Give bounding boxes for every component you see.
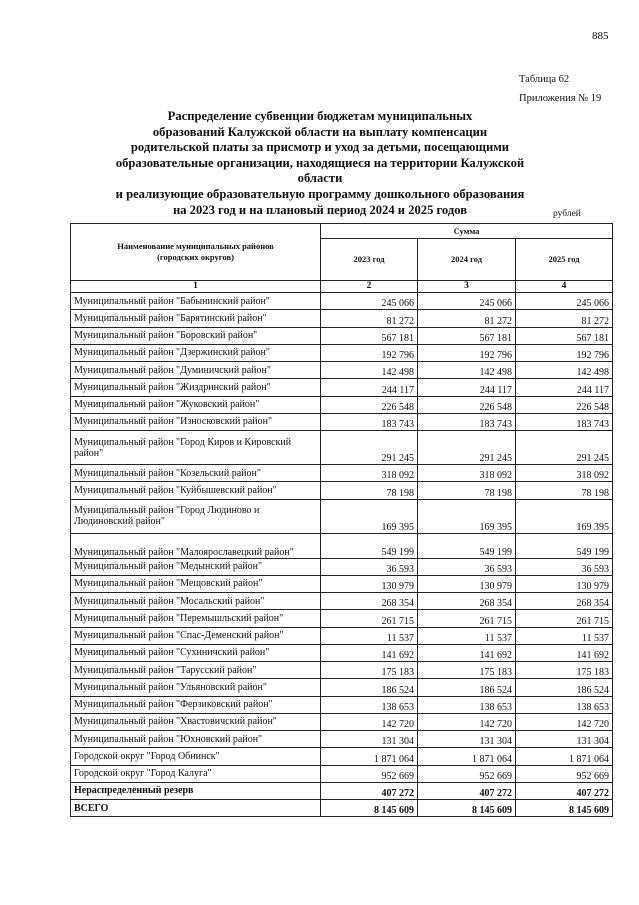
row-name: Муниципальный район "Боровский район" [71, 327, 321, 344]
row-value-2024: 226 548 [418, 396, 516, 413]
row-value-2023: 192 796 [321, 344, 418, 361]
row-value-2023: 78 198 [321, 482, 418, 499]
row-value-2024: 952 669 [418, 765, 516, 782]
row-value-2025: 138 653 [516, 696, 613, 713]
row-value-2023: 567 181 [321, 327, 418, 344]
row-name: ВСЕГО [71, 800, 321, 817]
column-index: 4 [516, 281, 613, 293]
title-line: на 2023 год и на плановый период 2024 и 2025 годов [172, 202, 468, 217]
row-name: Муниципальный район "Бабынинский район" [71, 293, 321, 310]
row-name: Муниципальный район "Юхновский район" [71, 731, 321, 748]
row-value-2025: 268 354 [516, 593, 613, 610]
table-row [71, 748, 613, 765]
row-value-2024: 8 145 609 [418, 800, 516, 817]
row-value-2024: 142 720 [418, 713, 516, 730]
row-value-2025: 952 669 [516, 765, 613, 782]
table-row [71, 344, 613, 361]
row-name: Муниципальный район "Износковский район" [71, 413, 321, 430]
table-row [71, 396, 613, 413]
row-value-2023: 138 653 [321, 696, 418, 713]
column-index: 2 [321, 281, 418, 293]
table-row [71, 593, 613, 610]
row-value-2025: 142 498 [516, 362, 613, 379]
row-name: Муниципальный район "Медынский район" [71, 558, 321, 575]
row-value-2024: 291 245 [418, 431, 516, 465]
row-value-2025: 226 548 [516, 396, 613, 413]
row-value-2024: 78 198 [418, 482, 516, 499]
row-name: Муниципальный район "Ферзиковский район" [71, 696, 321, 713]
table-row [71, 627, 613, 644]
table-label: Таблица 62 [519, 74, 570, 85]
table-row [71, 610, 613, 627]
row-value-2025: 131 304 [516, 731, 613, 748]
table-row [71, 731, 613, 748]
row-value-2024: 186 524 [418, 679, 516, 696]
row-value-2025: 141 692 [516, 644, 613, 661]
row-value-2024: 245 066 [418, 293, 516, 310]
row-value-2023: 81 272 [321, 310, 418, 327]
row-value-2024: 169 395 [418, 499, 516, 533]
row-value-2024: 138 653 [418, 696, 516, 713]
row-value-2024: 268 354 [418, 593, 516, 610]
title-line: родительской платы за присмотр и уход за детьми, посещающими [130, 140, 510, 155]
row-value-2025: 183 743 [516, 413, 613, 430]
table-row [71, 644, 613, 661]
row-value-2025: 11 537 [516, 627, 613, 644]
table-row [71, 782, 613, 799]
row-value-2023: 141 692 [321, 644, 418, 661]
row-name: Муниципальный район "Козельский район" [71, 465, 321, 482]
row-value-2023: 291 245 [321, 431, 418, 465]
table-row [71, 662, 613, 679]
row-value-2024: 130 979 [418, 575, 516, 592]
row-value-2025: 186 524 [516, 679, 613, 696]
table-row [71, 800, 613, 817]
row-name: Муниципальный район "Тарусский район" [71, 662, 321, 679]
row-value-2024: 567 181 [418, 327, 516, 344]
row-value-2025: 169 395 [516, 499, 613, 533]
row-value-2023: 8 145 609 [321, 800, 418, 817]
row-value-2023: 1 871 064 [321, 748, 418, 765]
row-value-2025: 407 272 [516, 782, 613, 799]
table-row [71, 293, 613, 310]
row-name: Муниципальный район "Перемышльский район" [71, 610, 321, 627]
row-value-2025: 36 593 [516, 558, 613, 575]
row-value-2023: 245 066 [321, 293, 418, 310]
table-row [71, 327, 613, 344]
row-value-2024: 261 715 [418, 610, 516, 627]
table-row [71, 362, 613, 379]
page-number: 885 [592, 30, 609, 42]
document-title [100, 109, 540, 218]
row-value-2024: 192 796 [418, 344, 516, 361]
header-year-2023: 2023 год [321, 239, 418, 281]
row-name: Городской округ "Город Калуга" [71, 765, 321, 782]
row-value-2023: 952 669 [321, 765, 418, 782]
row-name: Муниципальный район "Спас-Деменский район" [71, 627, 321, 644]
title-line: образований Калужской области на выплату компенсации [152, 124, 488, 139]
row-value-2025: 81 272 [516, 310, 613, 327]
row-name: Муниципальный район "Барятинский район" [71, 310, 321, 327]
row-value-2024: 244 117 [418, 379, 516, 396]
row-name: Муниципальный район "Город Киров и Кировский район" [71, 431, 321, 465]
row-value-2023: 11 537 [321, 627, 418, 644]
row-value-2024: 318 092 [418, 465, 516, 482]
row-value-2023: 407 272 [321, 782, 418, 799]
row-value-2024: 175 183 [418, 662, 516, 679]
row-value-2025: 1 871 064 [516, 748, 613, 765]
row-value-2023: 142 720 [321, 713, 418, 730]
row-value-2023: 226 548 [321, 396, 418, 413]
row-value-2025: 567 181 [516, 327, 613, 344]
unit-label: рублей [553, 209, 581, 219]
row-value-2025: 244 117 [516, 379, 613, 396]
row-value-2025: 192 796 [516, 344, 613, 361]
row-value-2025: 142 720 [516, 713, 613, 730]
table-row [71, 765, 613, 782]
row-value-2023: 186 524 [321, 679, 418, 696]
row-value-2023: 142 498 [321, 362, 418, 379]
row-value-2024: 36 593 [418, 558, 516, 575]
title-line: и реализующие образовательную программу дошкольного образования [115, 186, 525, 201]
row-value-2025: 175 183 [516, 662, 613, 679]
table-row [71, 431, 613, 465]
row-value-2024: 11 537 [418, 627, 516, 644]
row-value-2023: 130 979 [321, 575, 418, 592]
row-value-2024: 549 199 [418, 533, 516, 558]
header-year-2025: 2025 год [516, 239, 613, 281]
row-name: Муниципальный район "Жиздринский район" [71, 379, 321, 396]
row-name: Муниципальный район "Малоярославецкий район" [71, 533, 321, 558]
table-row [71, 533, 613, 558]
row-name: Муниципальный район "Мосальский район" [71, 593, 321, 610]
row-name: Муниципальный район "Жуковский район" [71, 396, 321, 413]
row-value-2025: 261 715 [516, 610, 613, 627]
row-value-2025: 130 979 [516, 575, 613, 592]
row-value-2024: 407 272 [418, 782, 516, 799]
row-value-2023: 183 743 [321, 413, 418, 430]
row-value-2024: 131 304 [418, 731, 516, 748]
row-value-2025: 245 066 [516, 293, 613, 310]
table-body [71, 293, 613, 817]
row-name: Муниципальный район "Сухиничский район" [71, 644, 321, 661]
table-row [71, 413, 613, 430]
row-value-2024: 141 692 [418, 644, 516, 661]
row-value-2023: 318 092 [321, 465, 418, 482]
row-name: Муниципальный район "Куйбышевский район" [71, 482, 321, 499]
subvention-table [70, 223, 613, 817]
row-value-2025: 291 245 [516, 431, 613, 465]
row-name: Муниципальный район "Думиничский район" [71, 362, 321, 379]
table-row [71, 482, 613, 499]
row-name: Муниципальный район "Ульяновский район" [71, 679, 321, 696]
table-row [71, 713, 613, 730]
row-value-2025: 549 199 [516, 533, 613, 558]
row-value-2025: 8 145 609 [516, 800, 613, 817]
header-year-2024: 2024 год [418, 239, 516, 281]
column-index: 3 [418, 281, 516, 293]
row-value-2023: 36 593 [321, 558, 418, 575]
row-value-2024: 183 743 [418, 413, 516, 430]
row-name: Муниципальный район "Хвастовичский район" [71, 713, 321, 730]
table-row [71, 679, 613, 696]
row-name: Городской округ "Город Обнинск" [71, 748, 321, 765]
row-name: Муниципальный район "Город Людиново и Людиновский район" [71, 499, 321, 533]
title-line: образовательные организации, находящиеся на территории Калужской области [115, 155, 525, 186]
header-name: Наименование муниципальных районов (городских округов) [71, 224, 321, 281]
row-value-2023: 268 354 [321, 593, 418, 610]
row-value-2024: 1 871 064 [418, 748, 516, 765]
row-value-2024: 142 498 [418, 362, 516, 379]
row-value-2025: 318 092 [516, 465, 613, 482]
row-name: Муниципальный район "Мещовский район" [71, 575, 321, 592]
table-row [71, 575, 613, 592]
table-row [71, 379, 613, 396]
table-row [71, 499, 613, 533]
row-name: Нераспределенный резерв [71, 782, 321, 799]
row-name: Муниципальный район "Дзержинский район" [71, 344, 321, 361]
column-index: 1 [71, 281, 321, 293]
row-value-2023: 131 304 [321, 731, 418, 748]
table-row [71, 310, 613, 327]
table-row [71, 465, 613, 482]
row-value-2023: 175 183 [321, 662, 418, 679]
row-value-2025: 78 198 [516, 482, 613, 499]
appendix-label: Приложения № 19 [519, 93, 602, 104]
row-value-2024: 81 272 [418, 310, 516, 327]
title-line: Распределение субвенции бюджетам муниципальных [167, 109, 473, 123]
table-row [71, 696, 613, 713]
row-value-2023: 169 395 [321, 499, 418, 533]
header-sum: Сумма [321, 224, 613, 239]
row-value-2023: 549 199 [321, 533, 418, 558]
row-value-2023: 261 715 [321, 610, 418, 627]
row-value-2023: 244 117 [321, 379, 418, 396]
table-row [71, 558, 613, 575]
